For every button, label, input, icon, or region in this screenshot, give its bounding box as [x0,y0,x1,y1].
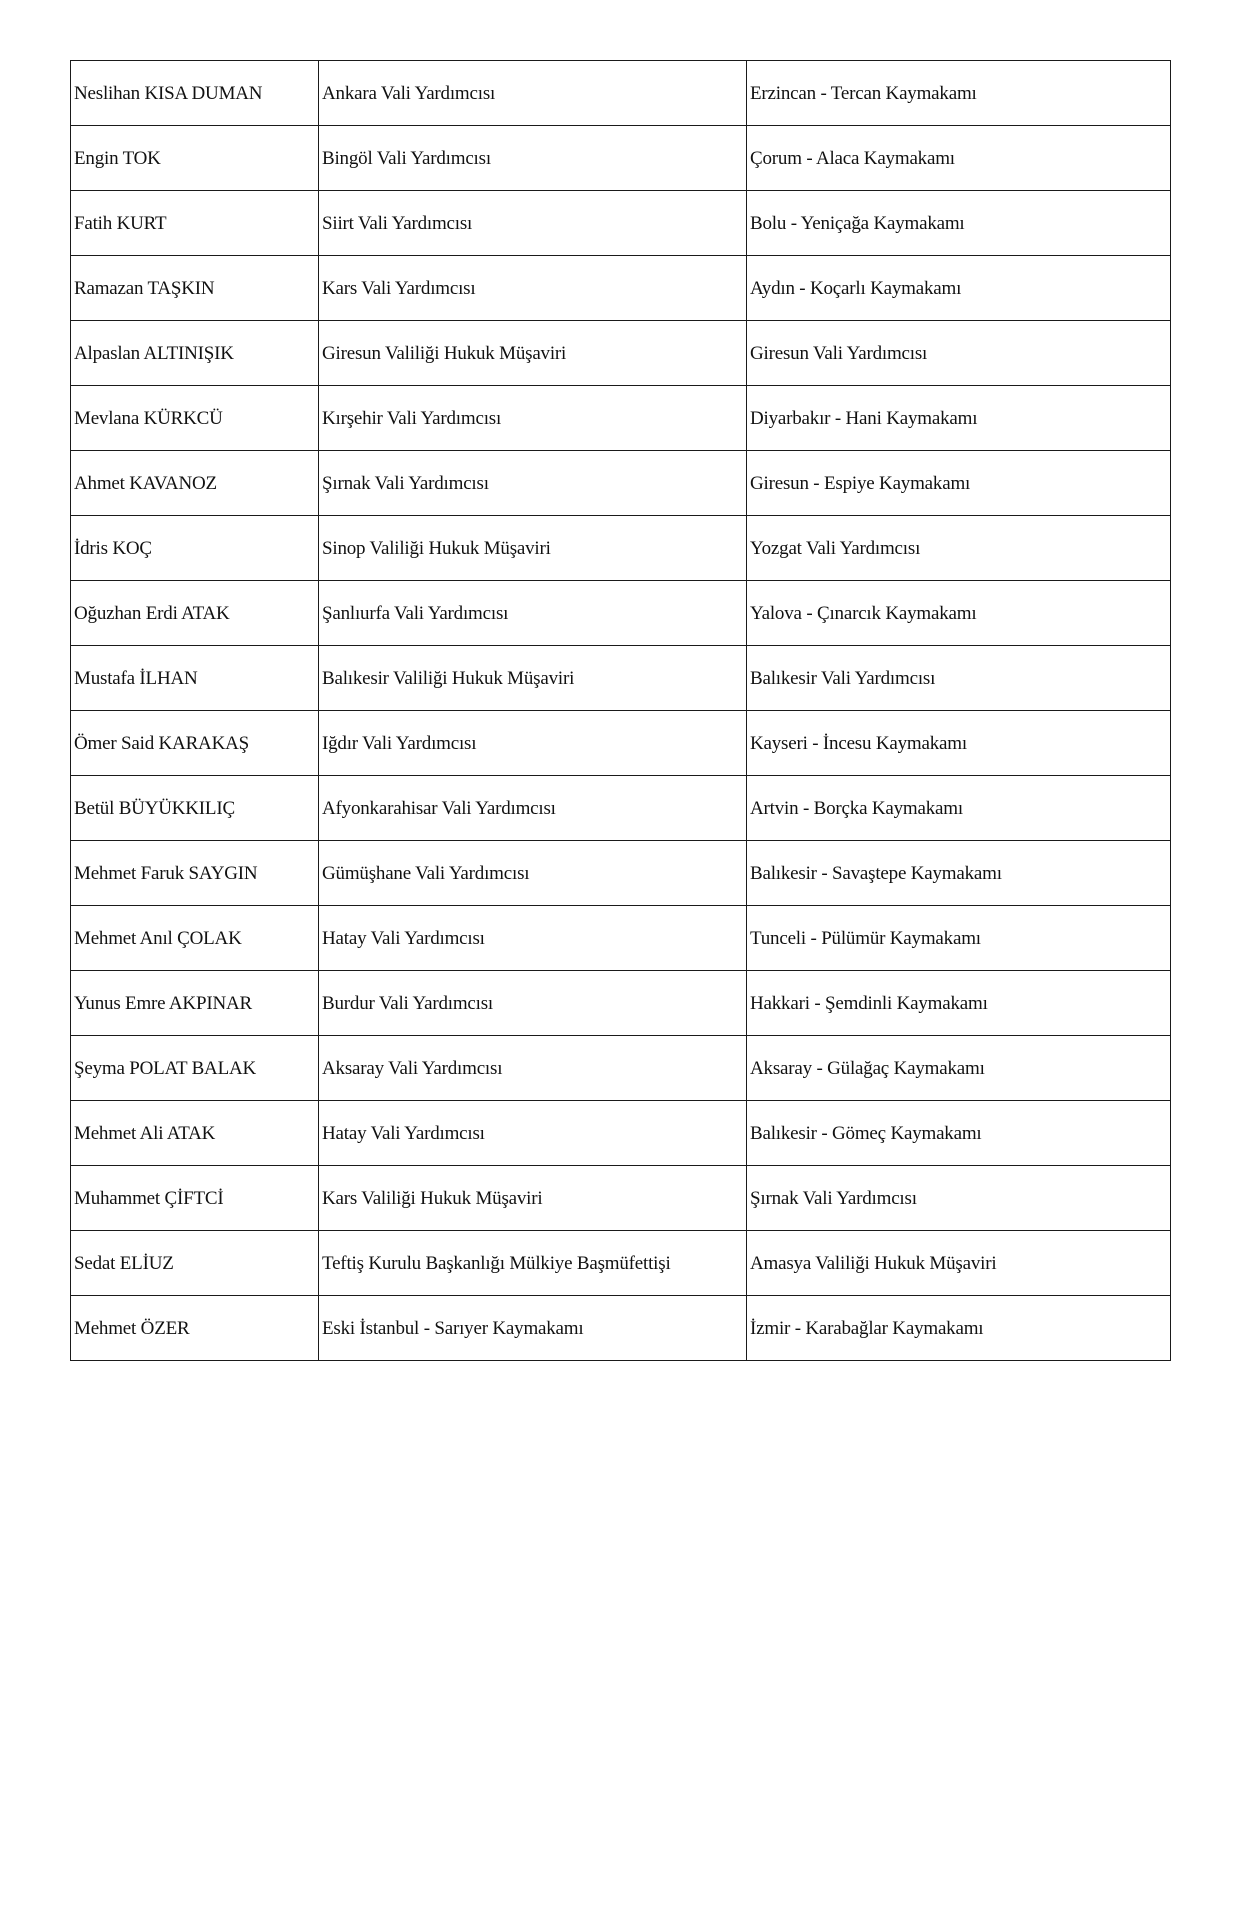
table-row [71,1166,1171,1231]
name-cell: Oğuzhan Erdi ATAK [71,581,319,646]
name-cell: Alpaslan ALTINIŞIK [71,321,319,386]
new-post-cell: Çorum - Alaca Kaymakamı [747,126,1171,191]
name-cell: Muhammet ÇİFTCİ [71,1166,319,1231]
current-post-cell: Ankara Vali Yardımcısı [319,61,747,126]
current-post-cell: Aksaray Vali Yardımcısı [319,1036,747,1101]
table-row [71,61,1171,126]
table-row [71,776,1171,841]
table-row [71,321,1171,386]
new-post-cell: Şırnak Vali Yardımcısı [747,1166,1171,1231]
name-cell: Ahmet KAVANOZ [71,451,319,516]
current-post-cell: Kars Vali Yardımcısı [319,256,747,321]
new-post-cell: Giresun Vali Yardımcısı [747,321,1171,386]
name-cell: Mevlana KÜRKCÜ [71,386,319,451]
current-post-cell: Şanlıurfa Vali Yardımcısı [319,581,747,646]
name-cell: Yunus Emre AKPINAR [71,971,319,1036]
current-post-cell: Gümüşhane Vali Yardımcısı [319,841,747,906]
name-cell: Mehmet Faruk SAYGIN [71,841,319,906]
current-post-cell: Iğdır Vali Yardımcısı [319,711,747,776]
name-cell: İdris KOÇ [71,516,319,581]
table-row [71,126,1171,191]
new-post-cell: Aksaray - Gülağaç Kaymakamı [747,1036,1171,1101]
new-post-cell: Aydın - Koçarlı Kaymakamı [747,256,1171,321]
new-post-cell: Artvin - Borçka Kaymakamı [747,776,1171,841]
current-post-cell: Hatay Vali Yardımcısı [319,906,747,971]
new-post-cell: Amasya Valiliği Hukuk Müşaviri [747,1231,1171,1296]
current-post-cell: Balıkesir Valiliği Hukuk Müşaviri [319,646,747,711]
new-post-cell: Yalova - Çınarcık Kaymakamı [747,581,1171,646]
table-row [71,581,1171,646]
current-post-cell: Giresun Valiliği Hukuk Müşaviri [319,321,747,386]
table-row [71,971,1171,1036]
current-post-cell: Şırnak Vali Yardımcısı [319,451,747,516]
new-post-cell: Balıkesir Vali Yardımcısı [747,646,1171,711]
new-post-cell: Erzincan - Tercan Kaymakamı [747,61,1171,126]
new-post-cell: Yozgat Vali Yardımcısı [747,516,1171,581]
table-row [71,1296,1171,1361]
table-row [71,451,1171,516]
current-post-cell: Siirt Vali Yardımcısı [319,191,747,256]
table-row [71,1036,1171,1101]
new-post-cell: Diyarbakır - Hani Kaymakamı [747,386,1171,451]
name-cell: Neslihan KISA DUMAN [71,61,319,126]
current-post-cell: Afyonkarahisar Vali Yardımcısı [319,776,747,841]
new-post-cell: Giresun - Espiye Kaymakamı [747,451,1171,516]
current-post-cell: Bingöl Vali Yardımcısı [319,126,747,191]
new-post-cell: Balıkesir - Savaştepe Kaymakamı [747,841,1171,906]
table-row [71,516,1171,581]
table-row [71,646,1171,711]
current-post-cell: Kars Valiliği Hukuk Müşaviri [319,1166,747,1231]
appointments-table [70,60,1171,1361]
name-cell: Ömer Said KARAKAŞ [71,711,319,776]
new-post-cell: Tunceli - Pülümür Kaymakamı [747,906,1171,971]
current-post-cell: Burdur Vali Yardımcısı [319,971,747,1036]
table-row [71,191,1171,256]
table-row [71,386,1171,451]
name-cell: Mehmet ÖZER [71,1296,319,1361]
new-post-cell: İzmir - Karabağlar Kaymakamı [747,1296,1171,1361]
table-row [71,1101,1171,1166]
table-row [71,1231,1171,1296]
table-row [71,256,1171,321]
table-row [71,906,1171,971]
current-post-cell: Kırşehir Vali Yardımcısı [319,386,747,451]
current-post-cell: Eski İstanbul - Sarıyer Kaymakamı [319,1296,747,1361]
current-post-cell: Hatay Vali Yardımcısı [319,1101,747,1166]
name-cell: Betül BÜYÜKKILIÇ [71,776,319,841]
name-cell: Mustafa İLHAN [71,646,319,711]
name-cell: Fatih KURT [71,191,319,256]
current-post-cell: Teftiş Kurulu Başkanlığı Mülkiye Başmüfettişi [319,1231,747,1296]
appointments-table-body [71,61,1171,1361]
name-cell: Engin TOK [71,126,319,191]
new-post-cell: Kayseri - İncesu Kaymakamı [747,711,1171,776]
table-row [71,841,1171,906]
name-cell: Mehmet Ali ATAK [71,1101,319,1166]
new-post-cell: Hakkari - Şemdinli Kaymakamı [747,971,1171,1036]
name-cell: Ramazan TAŞKIN [71,256,319,321]
new-post-cell: Balıkesir - Gömeç Kaymakamı [747,1101,1171,1166]
table-row [71,711,1171,776]
name-cell: Sedat ELİUZ [71,1231,319,1296]
name-cell: Şeyma POLAT BALAK [71,1036,319,1101]
new-post-cell: Bolu - Yeniçağa Kaymakamı [747,191,1171,256]
name-cell: Mehmet Anıl ÇOLAK [71,906,319,971]
current-post-cell: Sinop Valiliği Hukuk Müşaviri [319,516,747,581]
